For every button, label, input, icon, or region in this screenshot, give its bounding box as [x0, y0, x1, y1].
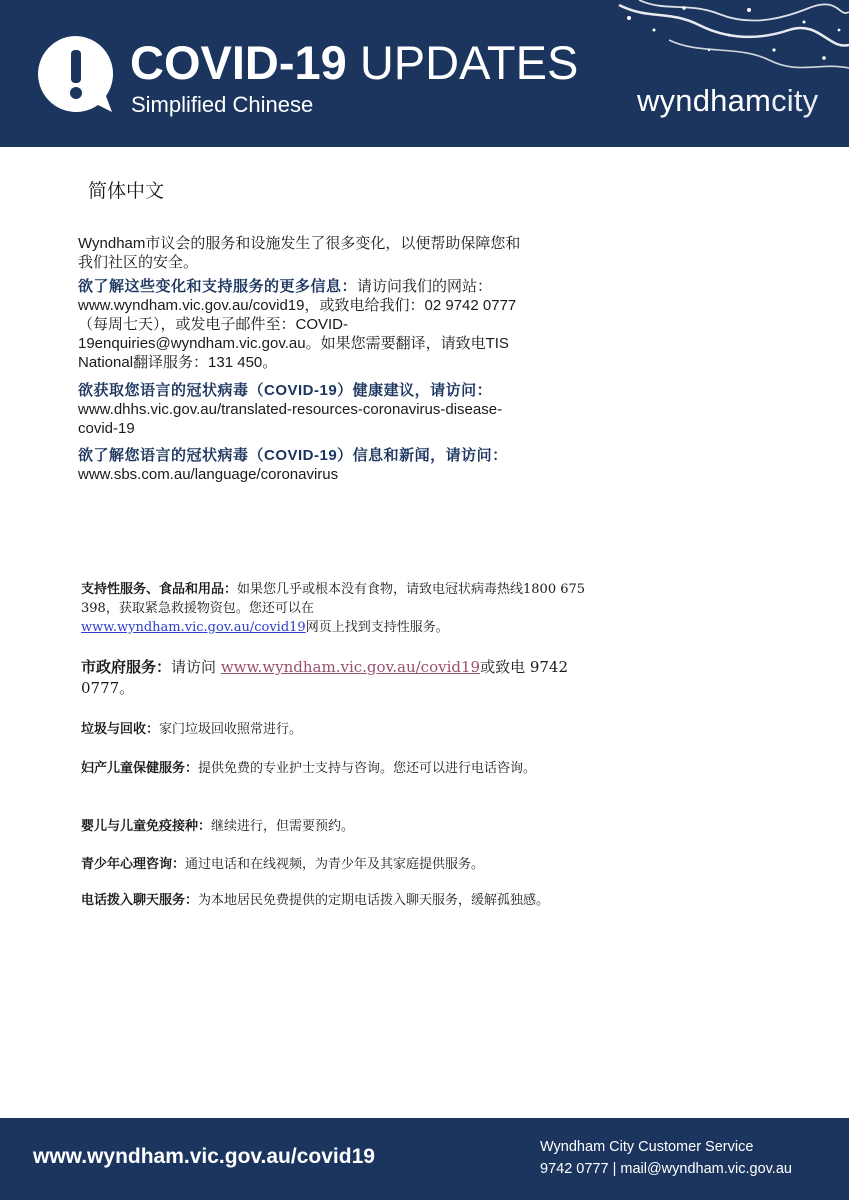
news-label: 欲了解您语言的冠状病毒（COVID-19）信息和新闻，请访问： [78, 447, 508, 464]
support-link[interactable]: www.wyndham.vic.gov.au/covid19 [81, 620, 306, 635]
footer-url[interactable]: www.wyndham.vic.gov.au/covid19 [33, 1145, 375, 1168]
waste-text: 家门垃圾回收照常进行。 [159, 722, 303, 737]
waste-item [81, 720, 591, 739]
youth-label: 青少年心理咨询： [81, 857, 186, 872]
immunisation-text: 继续进行，但需要预约。 [211, 819, 355, 834]
council-text-after: 或致电 9742 0777。 [81, 658, 569, 697]
intro-paragraph: Wyndham市议会的服务和设施发生了很多变化，以便帮助保障您和我们社区的安全。 [78, 235, 521, 271]
phone-chat-item [81, 891, 591, 910]
language-heading: 简体中文 [88, 180, 165, 202]
customer-service-info [540, 1136, 792, 1180]
health-label: 欲获取您语言的冠状病毒（COVID-19）健康建议，请访问： [78, 382, 493, 399]
council-link[interactable]: www.wyndham.vic.gov.au/covid19 [220, 658, 481, 676]
more-info-paragraph [78, 277, 533, 372]
support-text: 如果您几乎或根本没有食物，请致电冠状病毒热线1800 675 398，获取紧急救援物资包。您还可以在 [81, 582, 586, 616]
support-label: 支持性服务、食品和用品： [81, 582, 238, 597]
council-text: 请访问 [171, 658, 217, 676]
phone-text: 为本地居民免费提供的定期电话拨入聊天服务，缓解孤独感。 [198, 893, 550, 908]
page-subtitle: Simplified Chinese [131, 92, 314, 117]
news-paragraph [78, 446, 533, 484]
immunisation-item [81, 817, 591, 836]
service-title: Wyndham City Customer Service [540, 1139, 754, 1155]
immunisation-label: 婴儿与儿童免疫接种： [81, 819, 212, 834]
support-text-after: 网页上找到支持性服务。 [305, 620, 449, 635]
council-services-item [81, 657, 591, 699]
youth-text: 通过电话和在线视频，为青少年及其家庭提供服务。 [185, 857, 485, 872]
news-url[interactable]: www.sbs.com.au/language/coronavirus [78, 466, 339, 483]
health-url[interactable]: www.dhhs.vic.gov.au/translated-resources-coronavirus-disease-covid-19 [78, 401, 503, 437]
health-advice-paragraph [78, 381, 533, 438]
decorative-pattern [609, 0, 849, 70]
page-title [130, 36, 578, 90]
title-light: UPDATES [359, 36, 579, 89]
wyndham-city-logo [637, 83, 818, 119]
maternal-text: 提供免费的专业护士支持与咨询。您还可以进行电话咨询。 [198, 761, 537, 776]
support-services-item [81, 580, 591, 637]
brand-thin: city [771, 83, 819, 118]
council-label: 市政府服务： [81, 658, 172, 676]
phone-label: 电话拨入聊天服务： [81, 893, 199, 908]
youth-counselling-item [81, 855, 591, 874]
more-info-label: 欲了解这些变化和支持服务的更多信息： [78, 278, 358, 295]
waste-label: 垃圾与回收： [81, 722, 160, 737]
maternal-health-item [81, 759, 591, 778]
footer-banner [0, 1118, 849, 1200]
service-contact: 9742 0777 | mail@wyndham.vic.gov.au [540, 1161, 792, 1177]
header-banner [0, 0, 849, 147]
maternal-label: 妇产儿童保健服务： [81, 761, 199, 776]
brand-main: wyndham [637, 83, 772, 118]
more-info-text: 请访问我们的网站：www.wyndham.vic.gov.au/covid19，或致电给我们：02 9742 0777 （每周七天），或发电子邮件至：COVID-19enquiries@wyndham.vic.gov.au。如果您需要翻译，请致电TIS National翻译服务：131 450。 [78, 278, 517, 371]
title-bold: COVID-19 [130, 36, 347, 89]
exclamation-speech-bubble-icon [36, 34, 116, 114]
